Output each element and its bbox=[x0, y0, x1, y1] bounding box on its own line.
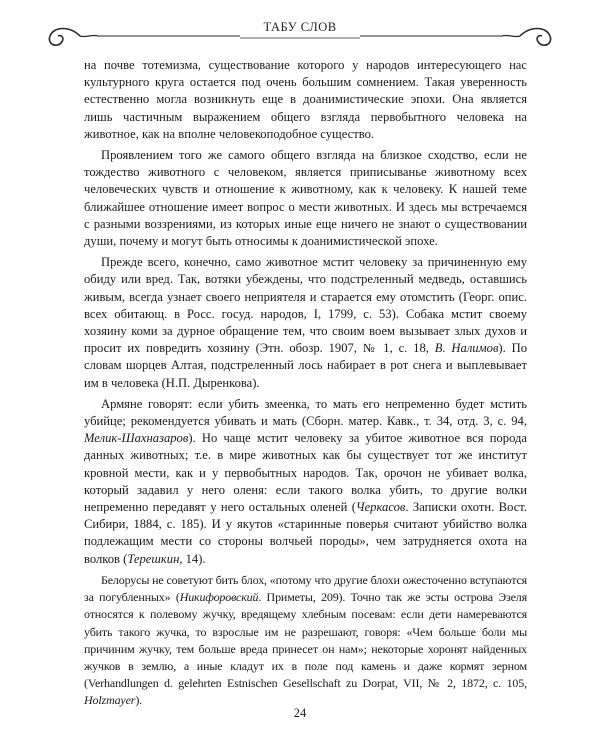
body-text bbox=[84, 57, 527, 714]
header-title: ТАБУ СЛОВ bbox=[263, 20, 337, 34]
paragraph-2: Проявлением того же самого общего взгляда на близкое сходство, если не тождество животного с человеком, является приписыванье животному всех человеческих чувств и отношение к животному, как к человеку. К нашей теме ближайшее отношение имеет вопрос о мести животных. И здесь мы встречаемся с разными воззрениями, из которых иные еще ничего не знают о существовании души, почему и могут быть относимы к доанимистической эпохе. bbox=[84, 148, 527, 249]
paragraph-4: Армяне говорят: если убить змеенка, то мать его непременно будет мстить убийце; рекомендуется убивать и мать (Сборн. матер. Кавк., т. 34, отд. 3, с. 94, Мелик-Шахназаров). Но чаще мстит человеку за убитое животное вся порода данных животных; т.е. в мире животных как бы существует тот же институт кровной мести, как и у первобытных народов. Так, орочон не убивает волка, который задавил у него оленя: если такого волка убить, то другие волки непременно передавят у него остальных оленей (Черкасов. Записки охотн. Вост. Сибири, 1884, с. 185). И у якутов «старинные поверья считают убийство волка подлежащим мести со стороны волчьей породы», чем затрудняется охота на волков (Терешкин, 14). bbox=[84, 396, 527, 566]
page-number: 24 bbox=[293, 706, 307, 720]
paragraph-3: Прежде всего, конечно, само животное мстит человеку за причиненную ему обиду или вред. Так, вотяки убеждены, что подстреленный медведь, оставшись живым, всегда узнает своего неприятеля и старается ему отомстить (Георг. опис. всех обитающ. в Росс. госуд. народов, I, 1799, с. 53). Собака мстит своему хозяину коми за дурное обращение тем, что своим воем вызывает злых духов и просит их повредить хозяину (Этн. обозр. 1907, № 1, с. 18, В. Налимов). По словам шорцев Алтая, подстреленный лось набирает в рот снега и выплевывает им в человека (Н.П. Дыренкова). bbox=[84, 255, 527, 390]
running-header bbox=[40, 12, 560, 54]
author-holzmayer: Holzmayer bbox=[84, 693, 136, 708]
right-flourish-ornament bbox=[502, 35, 520, 36]
author-nalimov: В. Налимов bbox=[434, 341, 499, 356]
author-nikiforovsky: Никифоровский bbox=[179, 590, 259, 605]
author-cherkasov: Черкасов bbox=[355, 500, 406, 515]
paragraph-1: на почве тотемизма, существование которого у народов интересующего нас культурного круга остается под очень большим сомнением. Такая уверенность естественно могла возникнуть еще в доанимистические эпохи. Она является лишь частичным выражением общего взгляда первобытного человека на животное, как на вполне человекоподобное существо. bbox=[84, 58, 527, 141]
left-flourish-ornament bbox=[80, 35, 98, 36]
paragraph-5: Белорусы не советуют бить блох, «потому что другие блохи ожесточенно вступаются за погубленных» (Никифоровский. Приметы, 209). Точно так же эсты острова Эзеля относятся к полевому жучку, вредящему хлебным посевам: если дети намереваются убить такого жучка, то взрослые им не разрешают, говоря: «Чем больше боли мы причиним жучку, тем больше вреда принесет он нам»; некоторые хоронят найденных жучков в землю, а иные кладут их в поле под камень и даже кормят зерном (Verhandlungen d. gelehrten Estnischen Gesellschaft zu Dorpat, VII, № 2, 1872, с. 105, Holzmayer). bbox=[84, 572, 527, 708]
author-tereshkin: Терешкин bbox=[127, 551, 180, 566]
author-melik-shakhnazarov: Мелик-Шахназаров bbox=[84, 431, 189, 446]
